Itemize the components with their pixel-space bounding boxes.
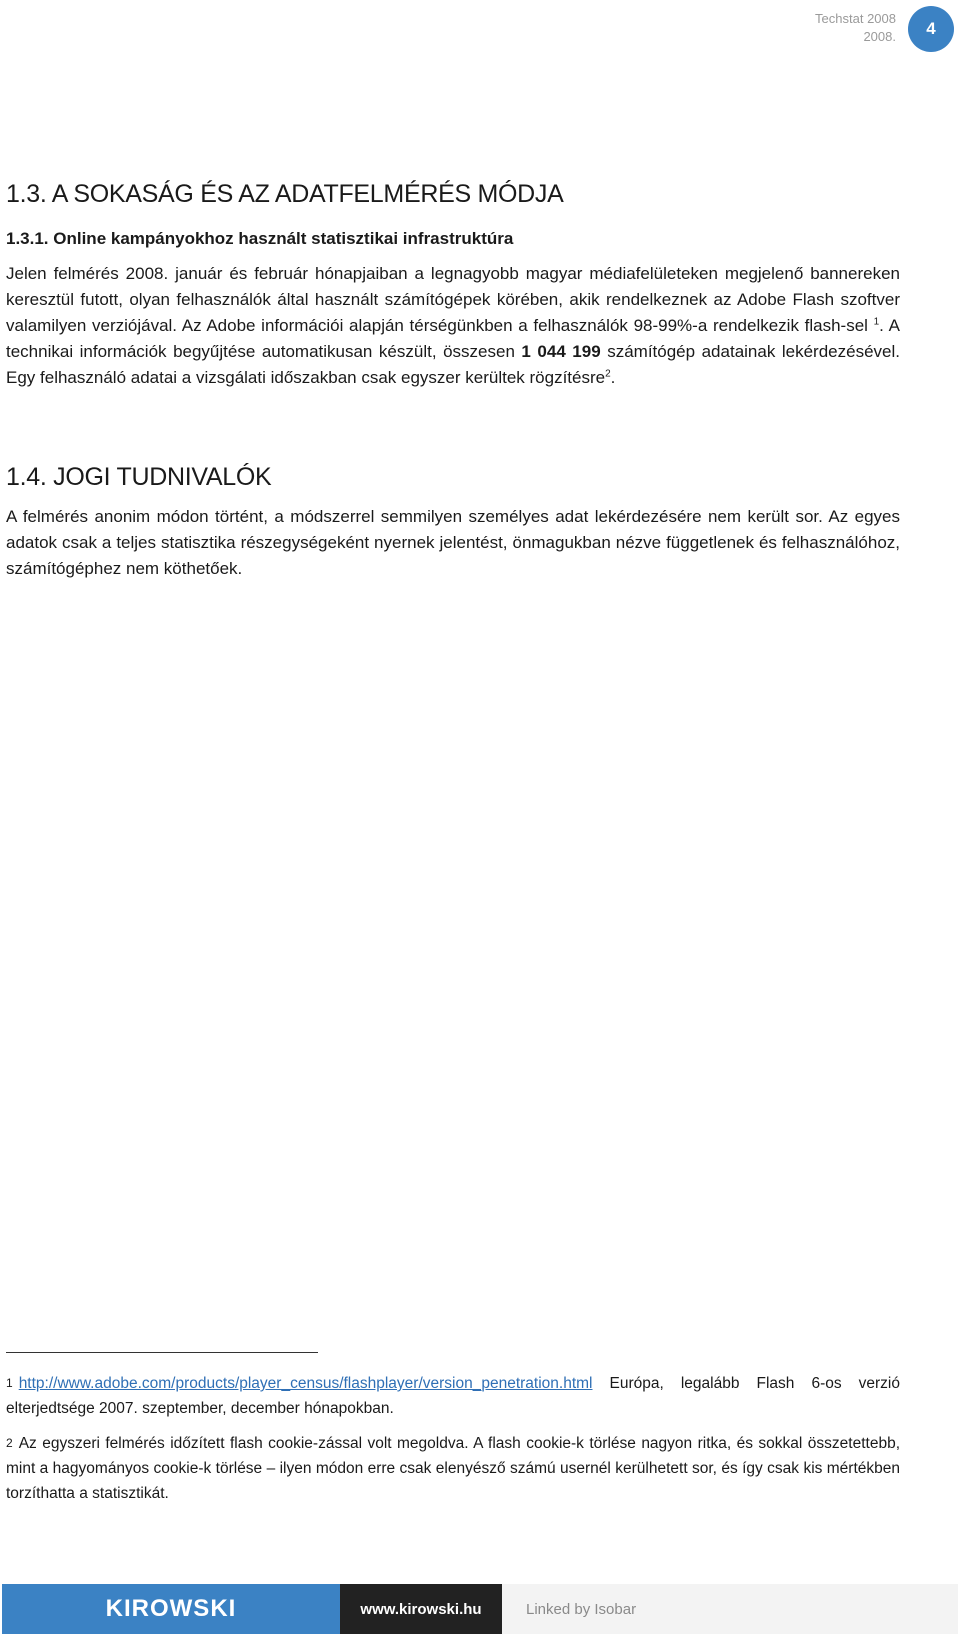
section-spacer [6,391,900,463]
footnotes [6,1352,900,1516]
subsection-title-1-3-1: 1.3.1. Online kampányokhoz használt statisztikai infrastruktúra [6,229,514,248]
document-year: 2008. [863,29,896,44]
document-name: Techstat 2008 [815,11,896,26]
footnote-2 [6,1431,900,1506]
computer-count: 1 044 199 [521,342,601,361]
section-title-1-3: 1.3. A SOKASÁG ÉS AZ ADATFELMÉRÉS MÓDJA [6,180,564,208]
paragraph-survey-method [6,261,900,391]
kirowski-logo: KIROWSKI [2,1584,340,1634]
footnote-divider [6,1352,318,1353]
paragraph-text: számítógép adatainak lekérdezésével. Egy felhasználó adatai a vizsgálati időszakban csak egyszer kerültek rögzítésre [6,342,900,387]
footnote-number: 1 [6,1376,13,1390]
footnote-text: Európa, legalább Flash 6-os verzió elterjedtsége 2007. szeptember, december hónapokban. [6,1375,900,1417]
footnote-number: 2 [6,1436,13,1450]
header-meta [815,10,896,46]
section-title-1-4: 1.4. JOGI TUDNIVALÓK [6,463,272,491]
page-number-badge: 4 [908,6,954,52]
main-content [6,180,900,582]
paragraph-legal: A felmérés anonim módon történt, a módszerrel semmilyen személyes adat lekérdezésére nem került sor. Az egyes adatok csak a teljes statisztika részegységeként nyernek jelentést, önmagukban nézve függetlenek és felhasználóhoz, számítógéphez nem köthetőek. [6,507,900,578]
footer-bar [2,1584,958,1634]
footnote-1 [6,1371,900,1421]
paragraph-text: . A technikai információk begyűjtése automatikusan készült, összesen [6,316,900,361]
footer-url[interactable]: www.kirowski.hu [340,1584,502,1634]
footer-linked-text: Linked by Isobar [502,1584,958,1634]
paragraph-text: Jelen felmérés 2008. január és február hónapjaiban a legnagyobb magyar médiafelületeken megjelenő bannereken keresztül futott, olyan felhasználók által használt számítógépek körében, akik rendelkeznek az Adobe Flash szoftver valamilyen verziójával. Az Adobe információi alapján térségünkben a felhasználók 98-99%-a rendelkezik flash-sel [6,264,900,335]
footnote-link[interactable]: http://www.adobe.com/products/player_census/flashplayer/version_penetration.html [18,1375,593,1392]
paragraph-text: . [610,368,616,387]
footnote-text: Az egyszeri felmérés időzített flash cookie-zással volt megoldva. A flash cookie-k törlése nagyon ritka, és sokkal összetettebb, mint a hagyományos cookie-k törlése – ilyen módon erre csak elenyésző számú usernél kerülhetett sor, és így csak kis mértékben torzíthatta a statisztikát. [6,1435,900,1502]
footnote-ref-2[interactable]: 2 [605,368,611,380]
footnote-ref-1[interactable]: 1 [873,316,880,328]
